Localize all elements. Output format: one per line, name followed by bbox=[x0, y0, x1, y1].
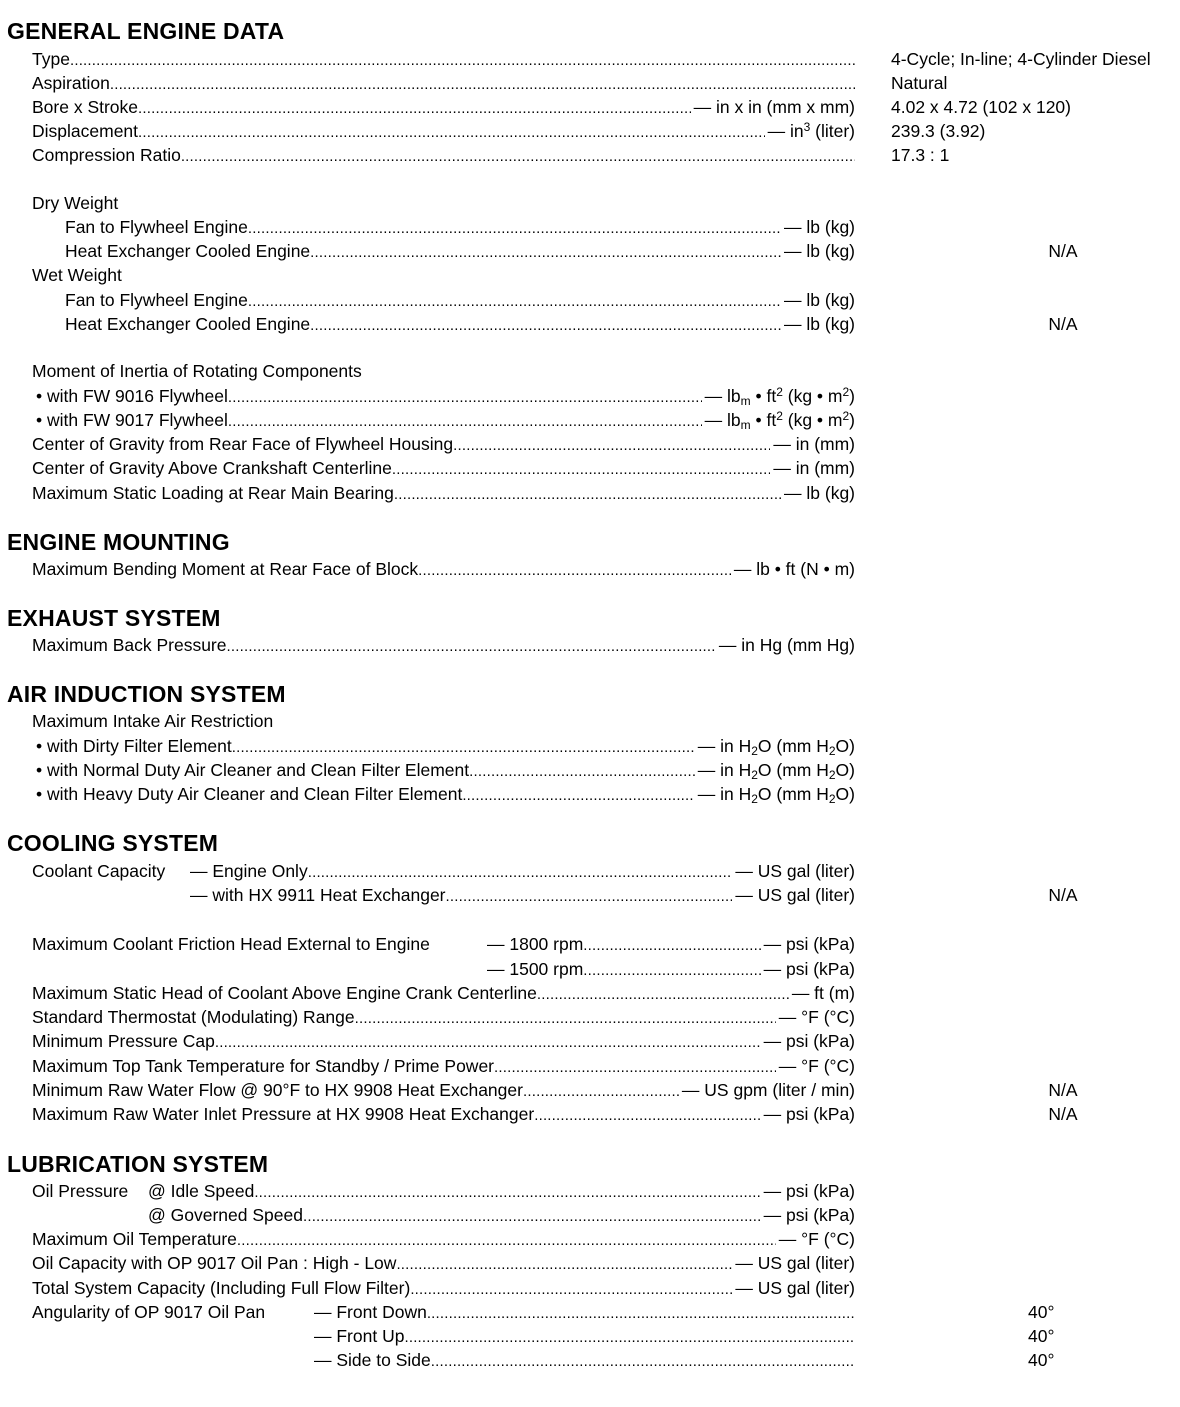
leader-dots bbox=[215, 1032, 761, 1052]
leader-dots bbox=[453, 435, 770, 455]
spec-unit: — $lb_m$ • $ft^2$ (kg • $m^2$) bbox=[704, 385, 855, 407]
leader-dots bbox=[494, 1057, 776, 1077]
leader-dots bbox=[310, 242, 781, 262]
spec-unit: — lb • ft (N • m) bbox=[733, 559, 855, 579]
spec-value: N/A bbox=[1048, 241, 1078, 261]
section-title-mounting: ENGINE MOUNTING bbox=[7, 529, 230, 555]
leader-dots bbox=[410, 1279, 732, 1299]
spec-unit: — °F (°C) bbox=[778, 1056, 855, 1076]
spec-unit: — $in^3$ (liter) bbox=[767, 120, 855, 141]
section-title-lubrication: LUBRICATION SYSTEM bbox=[7, 1151, 269, 1177]
spec-value: 4.02 x 4.72 (102 x 120) bbox=[891, 97, 1071, 117]
spec-label: • with Dirty Filter Element bbox=[36, 736, 232, 756]
spec-label: Compression Ratio bbox=[32, 145, 181, 165]
spec-unit: — in x in (mm x mm) bbox=[693, 97, 855, 117]
spec-label: Maximum Static Head of Coolant Above Engine Crank Centerline bbox=[32, 983, 537, 1003]
group-label-coolant-capacity: Coolant Capacity bbox=[32, 861, 166, 881]
leader-dots bbox=[228, 387, 702, 407]
spec-unit: — in (mm) bbox=[773, 434, 855, 454]
spec-label: Fan to Flywheel Engine bbox=[65, 290, 248, 310]
spec-value: 40° bbox=[1028, 1302, 1055, 1322]
spec-label: Center of Gravity from Rear Face of Flywheel Housing bbox=[32, 434, 454, 454]
section-title-general: GENERAL ENGINE DATA bbox=[7, 18, 285, 44]
spec-label: Displacement bbox=[32, 121, 139, 141]
leader-dots bbox=[227, 636, 716, 656]
spec-label: Bore x Stroke bbox=[32, 97, 139, 117]
leader-dots bbox=[248, 218, 781, 238]
leader-dots bbox=[446, 886, 733, 906]
spec-label: @ Idle Speed bbox=[148, 1181, 255, 1201]
spec-value: N/A bbox=[1048, 1080, 1078, 1100]
spec-value: Natural bbox=[891, 73, 948, 93]
spec-unit: — $lb_m$ • $ft^2$ (kg • $m^2$) bbox=[704, 409, 855, 431]
spec-label: Heat Exchanger Cooled Engine bbox=[65, 241, 311, 261]
leader-dots bbox=[248, 291, 781, 311]
spec-label: Maximum Raw Water Inlet Pressure at HX 9908 Heat Exchanger bbox=[32, 1104, 535, 1124]
spec-unit: — US gpm (liter / min) bbox=[681, 1080, 855, 1100]
spec-label: — 1500 rpm bbox=[487, 959, 584, 979]
spec-unit: — lb (kg) bbox=[784, 241, 855, 261]
leader-dots bbox=[254, 1182, 760, 1202]
spec-label: Fan to Flywheel Engine bbox=[65, 217, 248, 237]
spec-label: — Side to Side bbox=[314, 1350, 431, 1370]
leader-dots bbox=[396, 1254, 732, 1274]
spec-unit: — US gal (liter) bbox=[735, 1278, 855, 1298]
spec-unit: — psi (kPa) bbox=[763, 959, 855, 979]
spec-label: — with HX 9911 Heat Exchanger bbox=[190, 885, 446, 905]
leader-dots bbox=[462, 785, 694, 805]
spec-label: Heat Exchanger Cooled Engine bbox=[65, 314, 311, 334]
spec-label: Maximum Bending Moment at Rear Face of Block bbox=[32, 559, 419, 579]
spec-unit: — °F (°C) bbox=[778, 1229, 855, 1249]
leader-dots bbox=[534, 1105, 760, 1125]
spec-value: 4-Cycle; In-line; 4-Cylinder Diesel bbox=[891, 49, 1151, 69]
spec-unit: — ft (m) bbox=[791, 983, 855, 1003]
leader-dots bbox=[310, 315, 781, 335]
leader-dots bbox=[138, 98, 691, 118]
leader-dots bbox=[70, 50, 855, 70]
spec-unit: — lb (kg) bbox=[784, 314, 855, 334]
spec-label: Standard Thermostat (Modulating) Range bbox=[32, 1007, 355, 1027]
spec-unit: — lb (kg) bbox=[784, 217, 855, 237]
section-title-air-induction: AIR INDUCTION SYSTEM bbox=[7, 681, 286, 707]
leader-dots bbox=[431, 1351, 855, 1371]
spec-unit: — in (mm) bbox=[773, 458, 855, 478]
spec-unit: — in $H_2O$ (mm $H_2O$) bbox=[697, 784, 855, 805]
spec-unit: — lb (kg) bbox=[784, 290, 855, 310]
leader-dots bbox=[583, 960, 760, 980]
spec-label: • with FW 9017 Flywheel bbox=[36, 410, 228, 430]
spec-label: — 1800 rpm bbox=[487, 934, 584, 954]
spec-value: N/A bbox=[1048, 1104, 1078, 1124]
group-label-oil-pressure: Oil Pressure bbox=[32, 1181, 129, 1201]
spec-label: Maximum Static Loading at Rear Main Bearing bbox=[32, 483, 394, 503]
spec-unit: — US gal (liter) bbox=[735, 1253, 855, 1273]
spec-value: 239.3 (3.92) bbox=[891, 121, 986, 141]
leader-dots bbox=[138, 122, 765, 142]
spec-label: • with FW 9016 Flywheel bbox=[36, 386, 228, 406]
spec-value: N/A bbox=[1048, 314, 1078, 334]
spec-label: • with Normal Duty Air Cleaner and Clean Filter Element bbox=[36, 760, 470, 780]
spec-unit: — in $H_2O$ (mm $H_2O$) bbox=[697, 736, 855, 757]
leader-dots bbox=[110, 74, 855, 94]
spec-unit: — lb (kg) bbox=[784, 483, 855, 503]
spec-label: — Engine Only bbox=[190, 861, 308, 881]
spec-value: 17.3 : 1 bbox=[891, 145, 950, 165]
spec-unit: — psi (kPa) bbox=[763, 1205, 855, 1225]
spec-unit: — °F (°C) bbox=[778, 1007, 855, 1027]
leader-dots bbox=[537, 984, 789, 1004]
spec-label: Type bbox=[32, 49, 70, 69]
spec-value: 40° bbox=[1028, 1326, 1055, 1346]
leader-dots bbox=[308, 862, 733, 882]
spec-label: Minimum Raw Water Flow @ 90°F to HX 9908 Heat Exchanger bbox=[32, 1080, 523, 1100]
spec-label: @ Governed Speed bbox=[148, 1205, 303, 1225]
leader-dots bbox=[427, 1303, 855, 1323]
spec-unit: — US gal (liter) bbox=[735, 885, 855, 905]
leader-dots bbox=[232, 737, 695, 757]
leader-dots bbox=[228, 411, 702, 431]
leader-dots bbox=[469, 761, 695, 781]
spec-unit: — psi (kPa) bbox=[763, 1181, 855, 1201]
spec-value: N/A bbox=[1048, 885, 1078, 905]
spec-unit: — psi (kPa) bbox=[763, 1031, 855, 1051]
spec-unit: — psi (kPa) bbox=[763, 1104, 855, 1124]
leader-dots bbox=[394, 484, 781, 504]
leader-dots bbox=[523, 1081, 679, 1101]
spec-label: Maximum Oil Temperature bbox=[32, 1229, 237, 1249]
leader-dots bbox=[303, 1206, 761, 1226]
spec-unit: — in Hg (mm Hg) bbox=[718, 635, 855, 655]
leader-dots bbox=[181, 146, 855, 166]
spec-label: Minimum Pressure Cap bbox=[32, 1031, 215, 1051]
group-label-angularity: Angularity of OP 9017 Oil Pan bbox=[32, 1302, 266, 1322]
spec-label: — Front Up bbox=[314, 1326, 405, 1346]
leader-dots bbox=[237, 1230, 776, 1250]
leader-dots bbox=[404, 1327, 855, 1347]
spec-label: Oil Capacity with OP 9017 Oil Pan : High - Low bbox=[32, 1253, 397, 1273]
leader-dots bbox=[392, 459, 770, 479]
spec-label: • with Heavy Duty Air Cleaner and Clean Filter Element bbox=[36, 784, 463, 804]
spec-unit: — US gal (liter) bbox=[735, 861, 855, 881]
spec-label: Maximum Top Tank Temperature for Standby / Prime Power bbox=[32, 1056, 495, 1076]
spec-unit: — psi (kPa) bbox=[763, 934, 855, 954]
spec-unit: — in $H_2O$ (mm $H_2O$) bbox=[697, 760, 855, 781]
leader-dots bbox=[418, 560, 731, 580]
leader-dots bbox=[583, 935, 760, 955]
section-title-exhaust: EXHAUST SYSTEM bbox=[7, 605, 221, 631]
spec-label: Aspiration bbox=[32, 73, 110, 93]
spec-label: — Front Down bbox=[314, 1302, 427, 1322]
leader-dots bbox=[355, 1008, 776, 1028]
spec-label: Center of Gravity Above Crankshaft Centerline bbox=[32, 458, 392, 478]
spec-label: Total System Capacity (Including Full Flow Filter) bbox=[32, 1278, 411, 1298]
section-title-cooling: COOLING SYSTEM bbox=[7, 830, 219, 856]
spec-value: 40° bbox=[1028, 1350, 1055, 1370]
group-label-friction-head: Maximum Coolant Friction Head External to Engine bbox=[32, 934, 430, 954]
spec-label: Maximum Back Pressure bbox=[32, 635, 227, 655]
